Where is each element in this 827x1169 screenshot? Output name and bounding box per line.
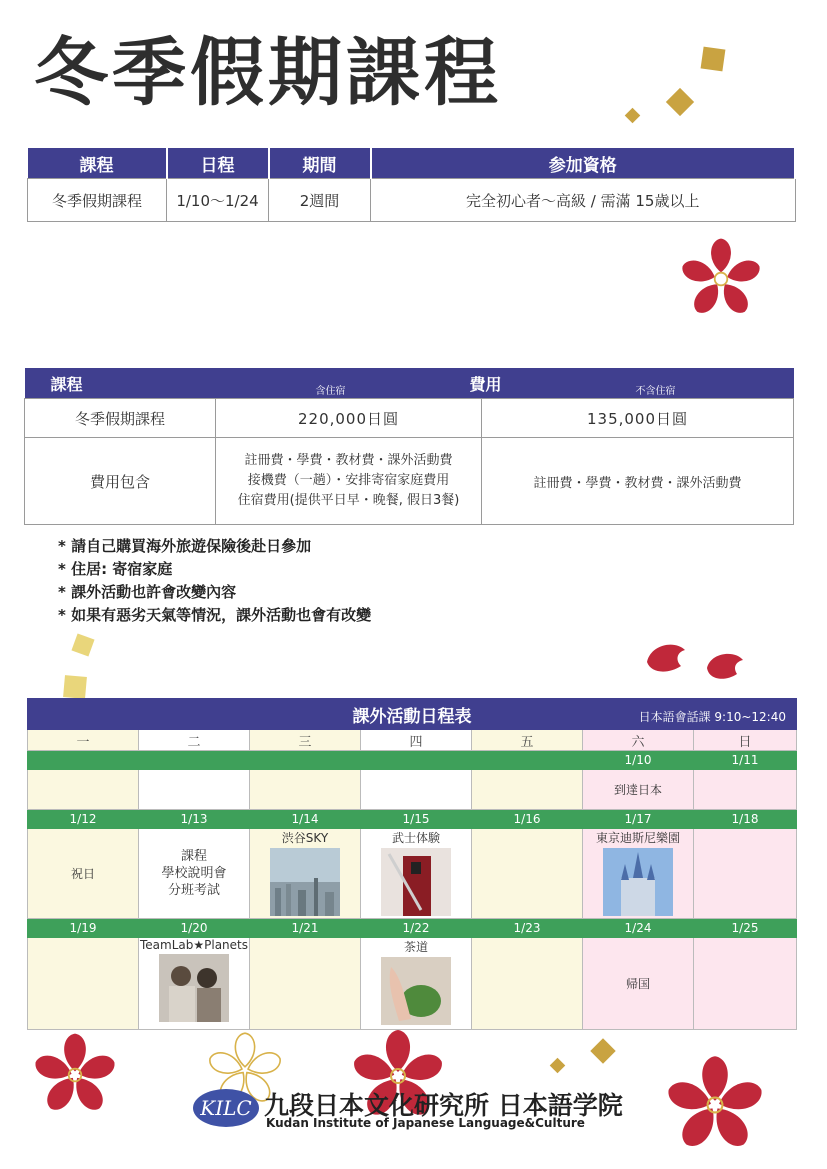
schedule-subtitle: 日本語會話課 9:10~12:40 xyxy=(638,710,786,724)
gold-diamond-decor-small xyxy=(550,1058,566,1074)
weekday-header xyxy=(28,730,797,751)
included-without: 註冊費・學費・教材費・課外活動費 xyxy=(482,438,794,525)
activity-schedule xyxy=(27,698,797,1030)
date-cell xyxy=(28,751,139,770)
date-cell: 1/11 xyxy=(694,751,797,770)
fee-table-header xyxy=(25,368,794,399)
date-row xyxy=(28,919,797,938)
samurai-photo xyxy=(381,848,451,916)
activity-label: 渋谷SKY xyxy=(281,831,329,845)
weekday-sat: 六 xyxy=(583,730,694,751)
date-cell: 1/10 xyxy=(583,751,694,770)
date-cell: 1/14 xyxy=(250,810,361,829)
fee-with-lodging: 220,000日圓 xyxy=(216,399,482,438)
date-cell xyxy=(250,751,361,770)
activity-cell xyxy=(694,829,797,919)
activity-cell xyxy=(250,938,361,1030)
date-cell xyxy=(361,751,472,770)
activity-label: 武士体験 xyxy=(391,831,440,845)
logo-mark-text: KILC xyxy=(200,1096,252,1120)
school-logo xyxy=(192,1086,642,1134)
fee-col-without-lodging: 不含住宿 xyxy=(635,386,676,397)
yellow-square-decor xyxy=(63,675,87,699)
weekday-fri: 五 xyxy=(472,730,583,751)
fee-without-lodging: 135,000日圓 xyxy=(482,399,794,438)
included-label: 費用包含 xyxy=(25,438,216,525)
col-dates: 日程 xyxy=(167,148,269,179)
page-title: 冬季假期課程 xyxy=(34,30,502,116)
activity-cell xyxy=(361,770,472,810)
weekday-wed: 三 xyxy=(250,730,361,751)
gold-square-decor xyxy=(701,47,726,72)
course-name: 冬季假期課程 xyxy=(28,179,167,222)
fee-row-price xyxy=(25,399,794,438)
sakura-flower-icon xyxy=(662,1052,768,1158)
activity-cell: 到達日本 xyxy=(583,770,694,810)
date-cell: 1/17 xyxy=(583,810,694,829)
activity-cell: 祝日 xyxy=(28,829,139,919)
sakura-flower-icon xyxy=(30,1030,120,1120)
gold-diamond-decor-small xyxy=(625,108,641,124)
activity-label: 茶道 xyxy=(403,940,428,954)
activity-cell: 課程 學校說明會 分班考試 xyxy=(139,829,250,919)
activity-cell xyxy=(694,770,797,810)
gold-diamond-decor xyxy=(590,1038,615,1063)
date-cell: 1/15 xyxy=(361,810,472,829)
schedule-title: 課外活動日程表 xyxy=(352,706,472,727)
date-cell: 1/23 xyxy=(472,919,583,938)
activity-label: TeamLab★Planets xyxy=(140,938,248,952)
included-with-line: 住宿費用(提供平日早・晚餐, 假日3餐) xyxy=(237,493,460,508)
fee-row-label: 冬季假期課程 xyxy=(25,399,216,438)
course-table xyxy=(27,148,796,222)
school-name: 九段日本文化研究所 日本語学院 xyxy=(264,1091,623,1120)
activity-cell xyxy=(250,770,361,810)
course-dates: 1/10〜1/24 xyxy=(167,179,269,222)
course-row xyxy=(28,179,796,222)
fee-col-with-lodging: 含住宿 xyxy=(315,386,346,397)
col-eligibility: 参加資格 xyxy=(371,148,796,179)
course-table-header xyxy=(28,148,796,179)
fee-row-included xyxy=(25,438,794,525)
date-cell: 1/16 xyxy=(472,810,583,829)
teamlab-photo xyxy=(159,954,229,1022)
yellow-square-decor xyxy=(71,633,94,656)
activity-cell xyxy=(472,829,583,919)
activity-cell xyxy=(139,770,250,810)
course-period: 2週間 xyxy=(269,179,371,222)
activity-cell xyxy=(28,770,139,810)
gold-diamond-decor xyxy=(666,88,694,116)
activity-label: 東京迪斯尼樂園 xyxy=(595,831,680,845)
note-item: * 如果有惡劣天氣等情況，課外活動也會有改變 xyxy=(58,606,372,624)
date-row xyxy=(28,751,797,770)
date-cell: 1/22 xyxy=(361,919,472,938)
included-with-line: 接機費（一趟）・安排寄宿家庭費用 xyxy=(247,473,450,488)
date-cell: 1/19 xyxy=(28,919,139,938)
tea-ceremony-photo xyxy=(381,957,451,1025)
included-with-line: 註冊費・學費・教材費・課外活動費 xyxy=(244,453,453,468)
course-eligibility: 完全初心者〜高級 / 需滿 15歳以上 xyxy=(371,179,796,222)
fee-col-fee: 費用 xyxy=(469,375,502,394)
col-period: 期間 xyxy=(269,148,371,179)
note-item: * 請自己購買海外旅遊保險後赴日參加 xyxy=(58,537,312,555)
date-cell: 1/20 xyxy=(139,919,250,938)
date-cell: 1/24 xyxy=(583,919,694,938)
sakura-flower-icon xyxy=(676,234,766,324)
activity-cell xyxy=(694,938,797,1030)
activity-row xyxy=(28,938,797,1030)
date-row xyxy=(28,810,797,829)
kilc-logo-icon xyxy=(192,1088,260,1128)
activity-row xyxy=(28,829,797,919)
date-cell xyxy=(472,751,583,770)
note-item: * 住居: 寄宿家庭 xyxy=(58,560,173,578)
notes-list xyxy=(58,535,371,627)
note-item: * 課外活動也許會改變內容 xyxy=(58,583,237,601)
date-cell: 1/12 xyxy=(28,810,139,829)
disney-castle-photo xyxy=(603,848,673,916)
date-cell: 1/18 xyxy=(694,810,797,829)
activity-cell: 帰国 xyxy=(583,938,694,1030)
fee-table xyxy=(24,368,794,525)
weekday-thu: 四 xyxy=(361,730,472,751)
weekday-sun: 日 xyxy=(694,730,797,751)
date-cell xyxy=(139,751,250,770)
date-cell: 1/21 xyxy=(250,919,361,938)
shibuya-sky-photo xyxy=(270,848,340,916)
weekday-mon: 一 xyxy=(28,730,139,751)
date-cell: 1/13 xyxy=(139,810,250,829)
activity-row xyxy=(28,770,797,810)
date-cell: 1/25 xyxy=(694,919,797,938)
school-name-en: Kudan Institute of Japanese Language&Culture xyxy=(266,1116,585,1130)
activity-cell xyxy=(472,770,583,810)
petal-icon xyxy=(645,640,745,685)
weekday-tue: 二 xyxy=(139,730,250,751)
fee-col-course: 課程 xyxy=(50,374,83,394)
col-course: 課程 xyxy=(28,148,167,179)
activity-cell xyxy=(472,938,583,1030)
activity-cell xyxy=(28,938,139,1030)
